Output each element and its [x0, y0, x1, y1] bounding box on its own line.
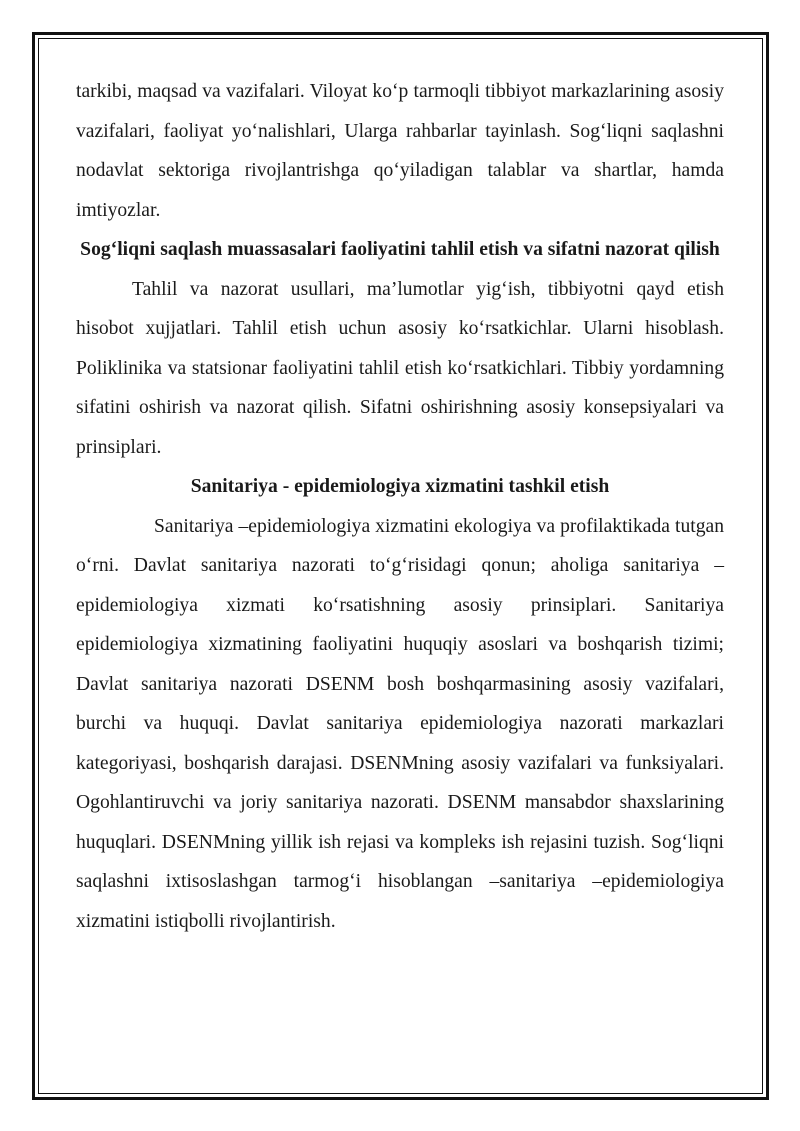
section-heading-analysis: Sog‘liqni saqlash muassasalari faoliyatini tahlil etish va sifatni nazorat qilish [80, 239, 720, 260]
paragraph-sanitary: Sanitariya –epidemiologiya xizmatini ekologiya va profilaktikada tutgan o‘rni. Davlat sanitariya nazorati to‘g‘risidagi qonun; aholiga sanitariya –epidemiologiya xizmati ko‘rsatishning asosiy prinsiplari. Sanitariya epidemiologiya xizmatining faoliyatini huquqiy asoslari va boshqarish tizimi; Davlat sanitariya nazorati DSENM bosh boshqarmasining asosiy vazifalari, burchi va huquqi. Davlat sanitariya epidemiologiya nazorati markazlari kategoriyasi, boshqarish darajasi. DSENMning asosiy vazifalari va funksiyalari. Ogohlantiruvchi va joriy sanitariya nazorati. DSENM mansabdor shaxslarining huquqlari. DSENMning yillik ish rejasi va kompleks ish rejasini tuzish. Sog‘liqni saqlashni ixtisoslashgan tarmog‘i hisoblangan –sanitariya –epidemiologiya xizmatini istiqbolli rivojlantirish. [76, 515, 724, 932]
section-heading-sanitary: Sanitariya - epidemiologiya xizmatini tashkil etish [190, 476, 610, 497]
document-body [76, 72, 724, 941]
paragraph-intro: tarkibi, maqsad va vazifalari. Viloyat ko‘p tarmoqli tibbiyot markazlarining asosiy vazifalari, faoliyat yo‘nalishlari, Ularga rahbarlar tayinlash. Sog‘liqni saqlashni nodavlat sektoriga rivojlantrishga qo‘yiladigan talablar va shartlar, hamda imtiyozlar. [76, 81, 724, 221]
paragraph-analysis: Tahlil va nazorat usullari, ma’lumotlar yig‘ish, tibbiyotni qayd etish hisobot xujjatlari. Tahlil etish uchun asosiy ko‘rsatkichlar. Ularni hisoblash. Poliklinika va statsionar faoliyatini tahlil etish ko‘rsatkichlari. Tibbiy yordamning sifatini oshirish va nazorat qilish. Sifatni oshirishning asosiy konsepsiyalari va prinsiplari. [76, 278, 724, 458]
